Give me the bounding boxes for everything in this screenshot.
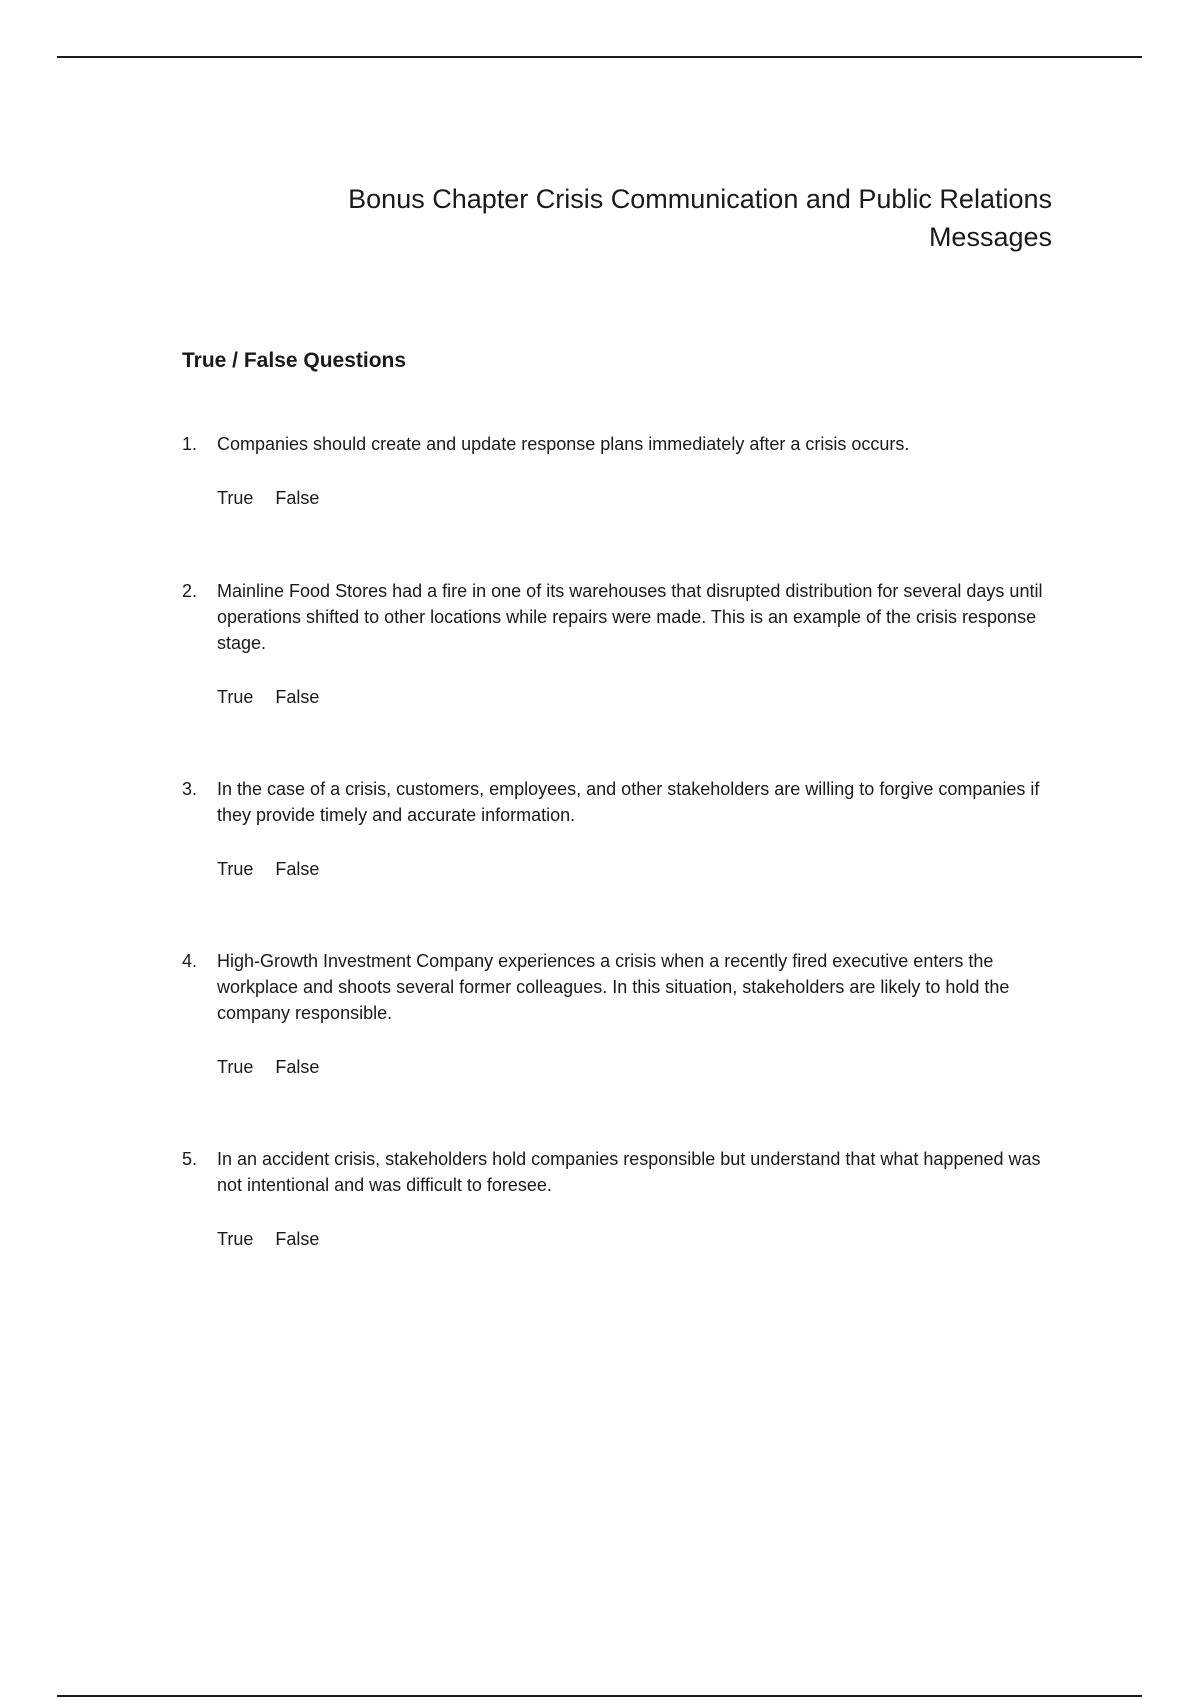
- option-false[interactable]: False: [275, 687, 320, 707]
- question-1: [182, 431, 1052, 511]
- document-title-line2: Messages: [928, 222, 1052, 252]
- question-5: [182, 1146, 1052, 1252]
- question-4: [182, 948, 1052, 1080]
- question-text: Companies should create and update response plans immediately after a crisis occurs.: [217, 434, 910, 454]
- option-true[interactable]: True: [217, 1229, 254, 1249]
- question-text: Mainline Food Stores had a fire in one of its warehouses that disrupted distribution for several days until operations shifted to other locations while repairs were made. This is an example of the crisis response stage.: [217, 581, 1043, 653]
- option-false[interactable]: False: [275, 488, 320, 508]
- bottom-rule: [57, 1695, 1142, 1697]
- top-rule: [57, 56, 1142, 58]
- section-heading: True / False Questions: [182, 349, 407, 372]
- answer-options: [217, 856, 1052, 882]
- answer-options: [217, 485, 1052, 511]
- question-text: In the case of a crisis, customers, employees, and other stakeholders are willing to forgive companies if they provide timely and accurate information.: [217, 779, 1040, 825]
- answer-options: [217, 684, 1052, 710]
- option-false[interactable]: False: [275, 859, 320, 879]
- answer-options: [217, 1054, 1052, 1080]
- question-text: High-Growth Investment Company experiences a crisis when a recently fired executive enters the workplace and shoots several former colleagues. In this situation, stakeholders are likely to hold the company responsible.: [217, 951, 1010, 1023]
- question-number: 3.: [182, 779, 198, 799]
- question-number: 5.: [182, 1149, 198, 1169]
- document-title: [232, 180, 1052, 256]
- option-true[interactable]: True: [217, 859, 254, 879]
- answer-options: [217, 1226, 1052, 1252]
- question-number: 2.: [182, 581, 198, 601]
- option-false[interactable]: False: [275, 1229, 320, 1249]
- question-2: [182, 578, 1052, 710]
- question-number: 1.: [182, 434, 198, 454]
- question-3: [182, 776, 1052, 882]
- question-text: In an accident crisis, stakeholders hold companies responsible but understand that what happened was not intentional and was difficult to foresee.: [217, 1149, 1041, 1195]
- option-true[interactable]: True: [217, 488, 254, 508]
- option-false[interactable]: False: [275, 1057, 320, 1077]
- document-title-line1: Bonus Chapter Crisis Communication and Public Relations: [348, 184, 1052, 214]
- option-true[interactable]: True: [217, 687, 254, 707]
- option-true[interactable]: True: [217, 1057, 254, 1077]
- question-number: 4.: [182, 951, 198, 971]
